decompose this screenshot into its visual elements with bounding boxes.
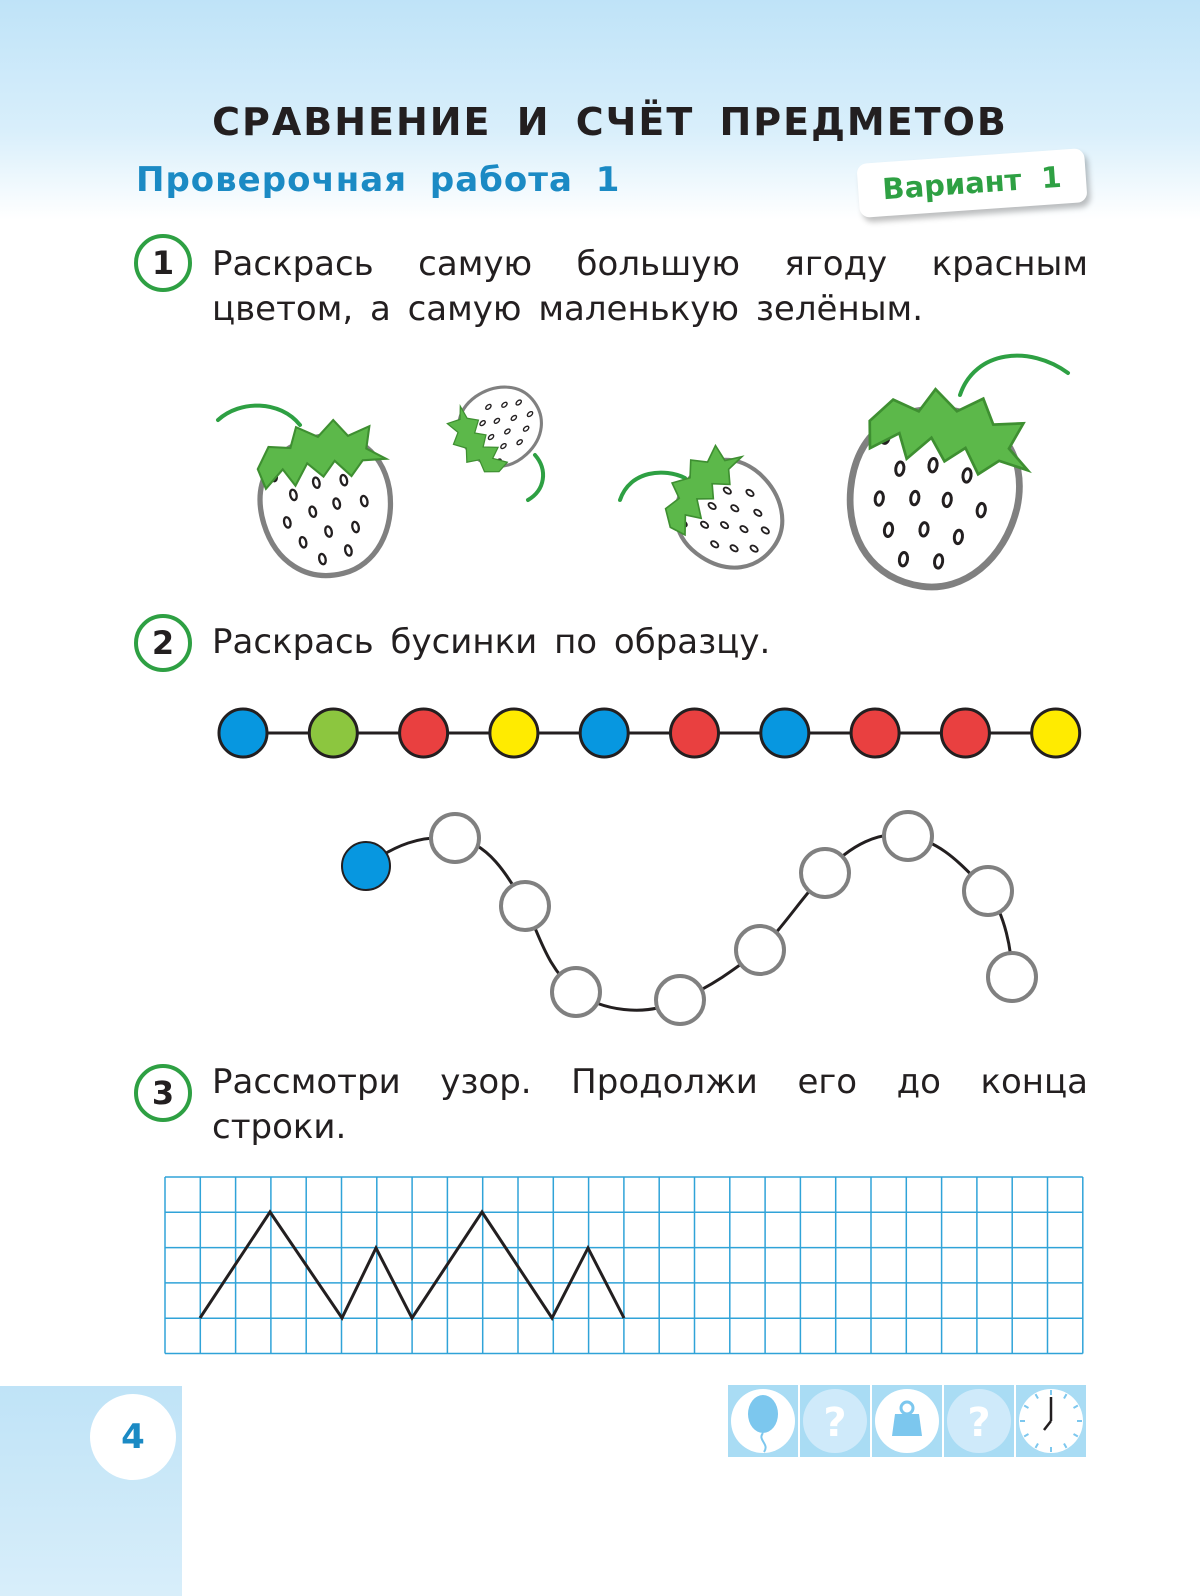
page-number: 4 bbox=[90, 1394, 176, 1480]
task-number-1: 1 bbox=[134, 234, 192, 292]
question-icon bbox=[800, 1385, 870, 1457]
svg-text:?: ? bbox=[823, 1400, 847, 1446]
weight-icon bbox=[872, 1385, 942, 1457]
task-text-2: Раскрась бусинки по образцу. bbox=[212, 622, 771, 662]
task-text-3: Рассмотри узор. Продолжи его до конца строки. bbox=[212, 1062, 1088, 1147]
clock-icon bbox=[1016, 1385, 1086, 1457]
page-heading: СРАВНЕНИЕ И СЧЁТ ПРЕДМЕТОВ bbox=[212, 100, 1008, 144]
svg-text:?: ? bbox=[967, 1400, 991, 1446]
variant-badge: Вариант 1 bbox=[856, 148, 1087, 218]
task-text-1: Раскрась самую большую ягоду красным цветом, а самую маленькую зелёным. bbox=[212, 244, 1088, 329]
balloon-icon bbox=[728, 1385, 798, 1457]
question-icon bbox=[944, 1385, 1014, 1457]
test-title: Проверочная работа 1 bbox=[136, 160, 621, 200]
task-number-3: 3 bbox=[134, 1064, 192, 1122]
task-number-2: 2 bbox=[134, 614, 192, 672]
